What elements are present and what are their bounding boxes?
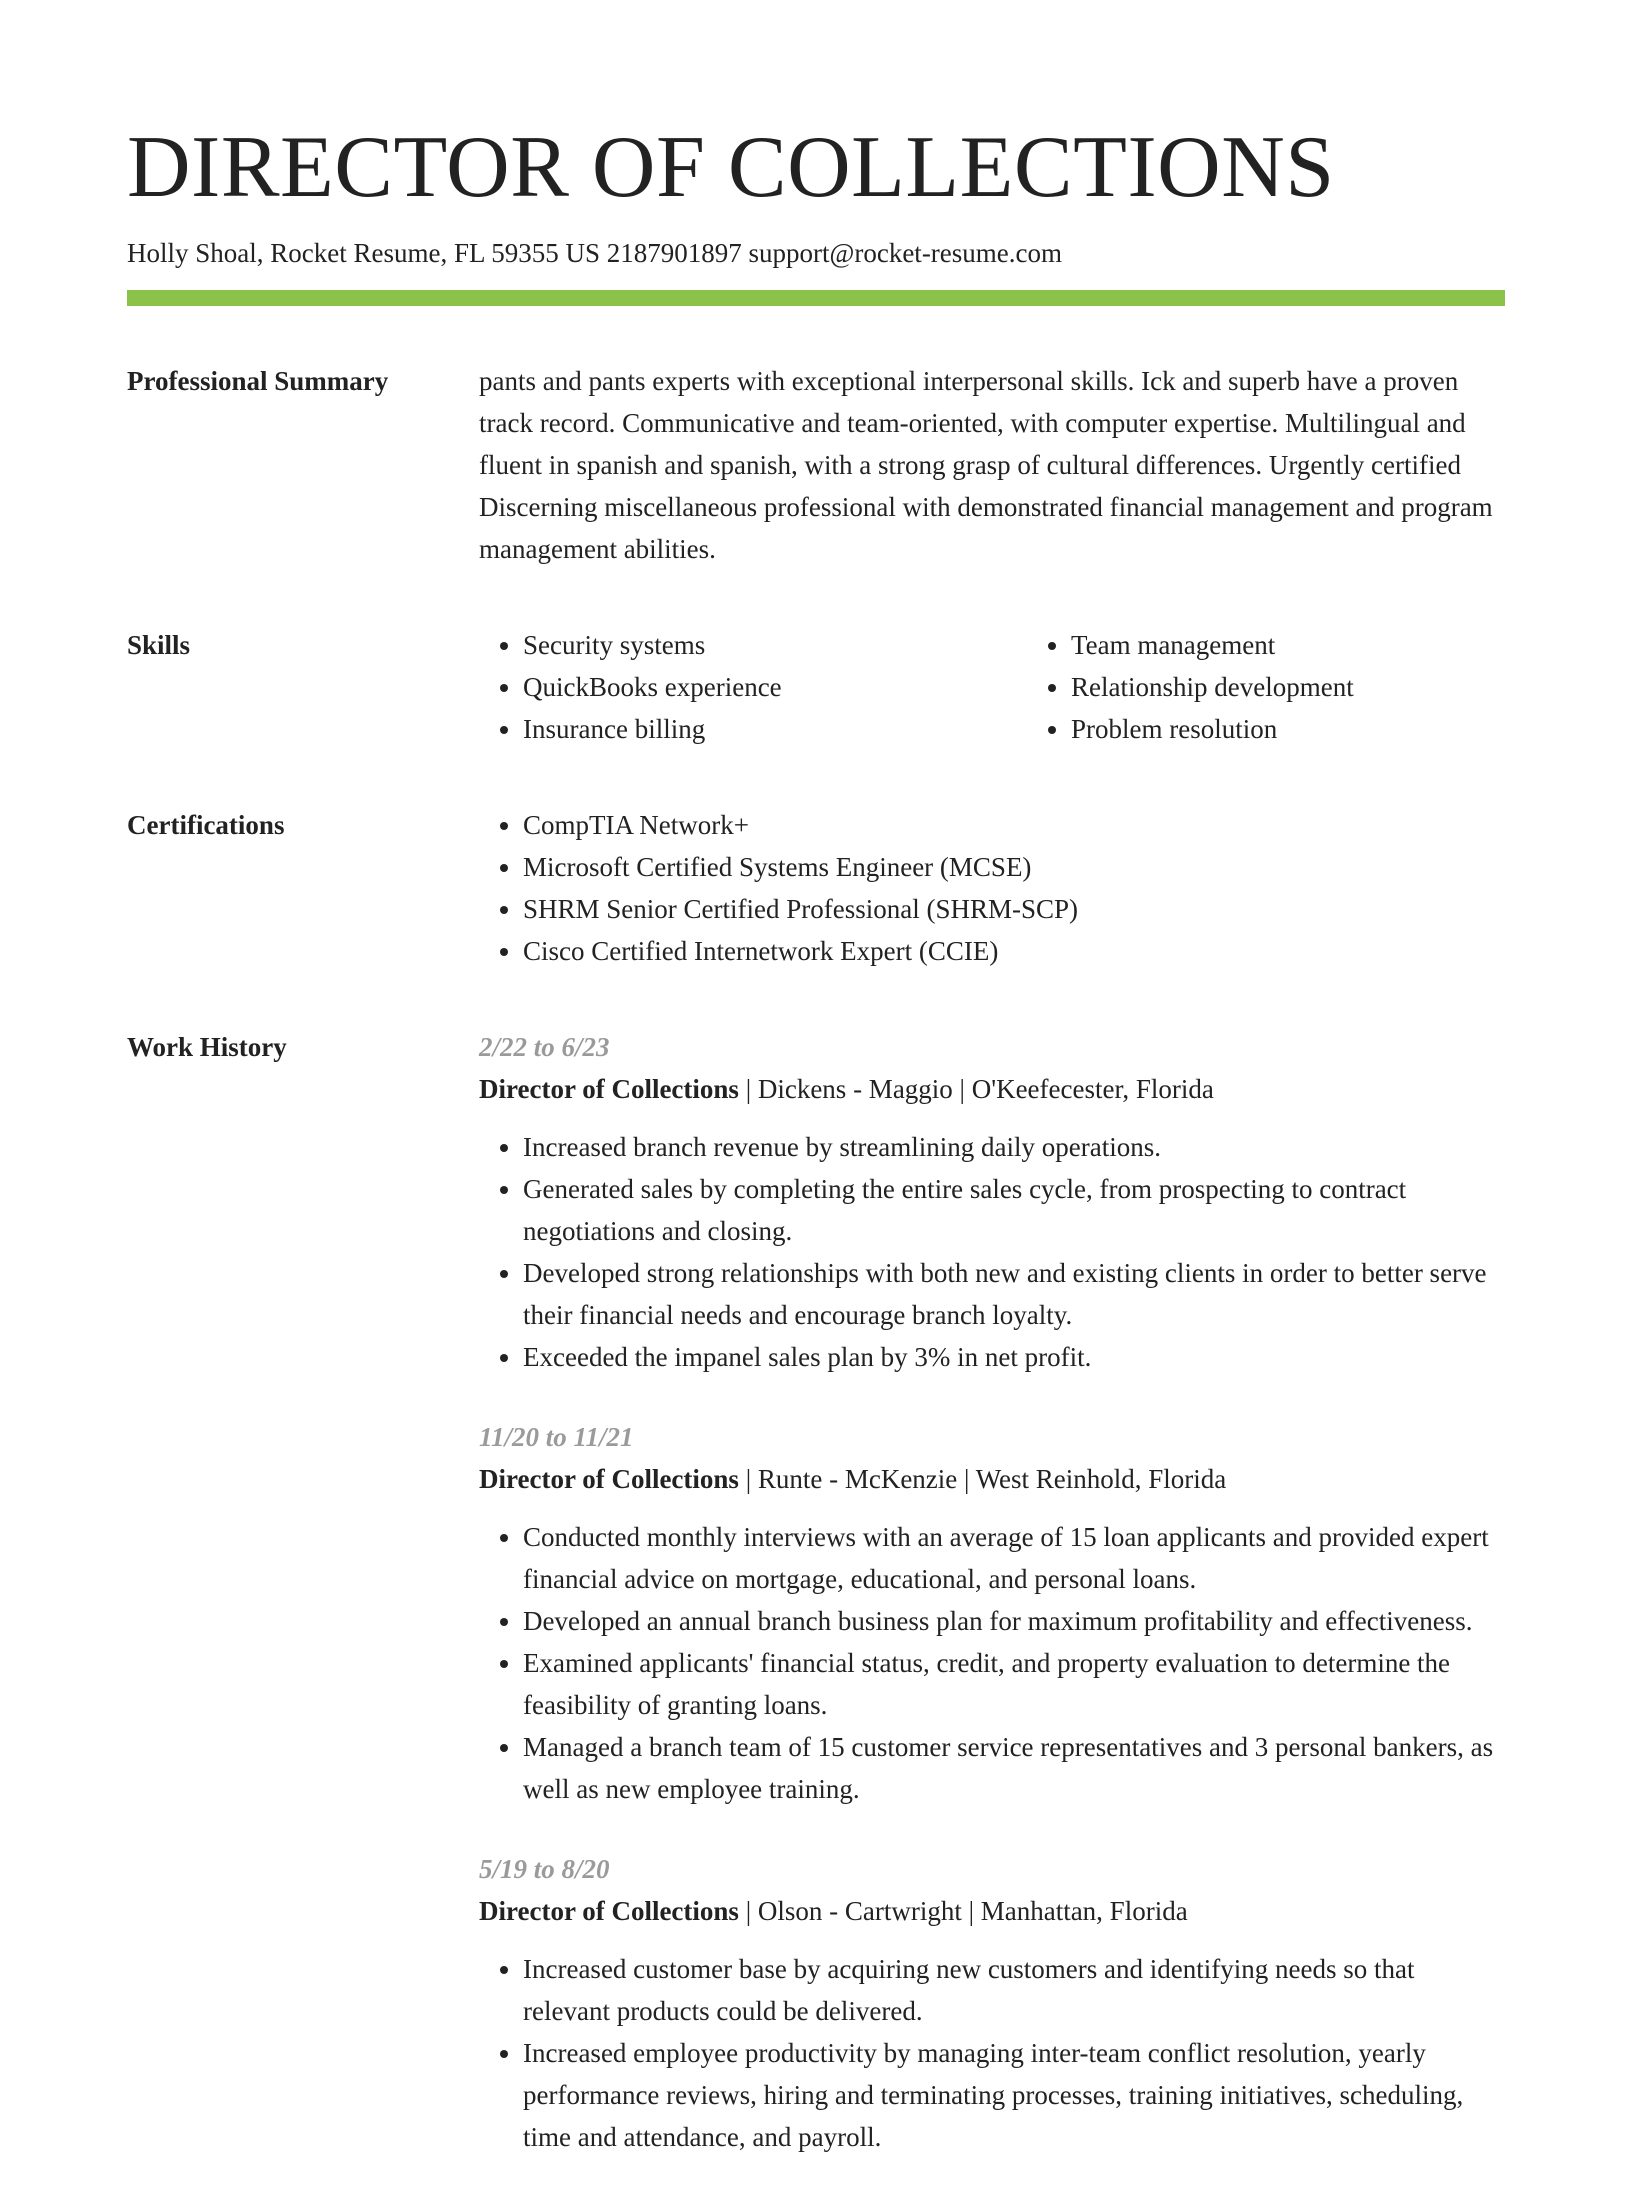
contact-line: Holly Shoal, Rocket Resume, FL 59355 US 2187901897 support@rocket-resume.com <box>127 238 1063 268</box>
resume-title: DIRECTOR OF COLLECTIONS <box>127 119 1335 216</box>
job-bullet: • Developed strong relationships with both new and existing clients in order to better serve their financial needs and encourage branch loyalty. <box>523 1252 1505 1336</box>
certifications-list <box>479 804 1505 972</box>
job-bullets <box>479 1516 1505 1810</box>
job-bullet: • Increased customer base by acquiring new customers and identifying needs so that relevant products could be delivered. <box>523 1948 1505 2032</box>
job-title: Director of Collections <box>479 1464 739 1494</box>
job-bullets <box>479 1126 1505 1378</box>
certification-item: • CompTIA Network+ <box>523 804 1505 846</box>
work-history-section <box>127 1026 1505 2196</box>
job-dates: 11/20 to 11/21 <box>479 1422 634 1452</box>
job-bullet: • Examined applicants' financial status, credit, and property evaluation to determine the feasibility of granting loans. <box>523 1642 1505 1726</box>
job-bullet: • Exceeded the impanel sales plan by 3% in net profit. <box>523 1336 1505 1378</box>
summary-text: pants and pants experts with exceptional interpersonal skills. Ick and superb have a proven track record. Communicative and team-oriented, with computer expertise. Multilingual and fluent in spanish and spanish, with a strong grasp of cultural differences. Urgently certified Discerning miscellaneous professional with demonstrated financial management and program management abilities. <box>479 366 1493 564</box>
summary-section <box>127 360 1505 570</box>
skill-item: • Relationship development <box>1071 666 1575 708</box>
section-heading-work-history: Work History <box>127 1032 287 1062</box>
skills-list-right <box>1027 624 1575 750</box>
job-bullet: • Managed a branch team of 15 customer service representatives and 3 personal bankers, as well as new employee training. <box>523 1726 1505 1810</box>
job-header <box>479 1068 1505 1110</box>
job-title: Director of Collections <box>479 1896 739 1926</box>
job-header <box>479 1890 1505 1932</box>
job-company-location: | Runte - McKenzie | West Reinhold, Florida <box>738 1464 1227 1494</box>
skills-list-left <box>479 624 1027 750</box>
certification-item: • Cisco Certified Internetwork Expert (CCIE) <box>523 930 1505 972</box>
job-dates: 2/22 to 6/23 <box>479 1032 610 1062</box>
certification-item: • SHRM Senior Certified Professional (SHRM-SCP) <box>523 888 1505 930</box>
skill-item: • Insurance billing <box>523 708 1027 750</box>
section-heading-summary: Professional Summary <box>127 366 389 396</box>
job-company-location: | Dickens - Maggio | O'Keefecester, Florida <box>738 1074 1214 1104</box>
skill-item: • Team management <box>1071 624 1575 666</box>
skill-item: • QuickBooks experience <box>523 666 1027 708</box>
certification-item: • Microsoft Certified Systems Engineer (MCSE) <box>523 846 1505 888</box>
section-heading-certifications: Certifications <box>127 810 285 840</box>
section-heading-skills: Skills <box>127 630 191 660</box>
job-entry <box>479 1026 1505 1378</box>
job-dates: 5/19 to 8/20 <box>479 1854 610 1884</box>
job-bullets <box>479 1948 1505 2158</box>
job-bullet: • Increased branch revenue by streamlining daily operations. <box>523 1126 1505 1168</box>
job-header <box>479 1458 1505 1500</box>
accent-divider <box>127 290 1505 306</box>
job-entry <box>479 1416 1505 1810</box>
job-bullet: • Generated sales by completing the entire sales cycle, from prospecting to contract negotiations and closing. <box>523 1168 1505 1252</box>
job-bullet: • Increased employee productivity by managing inter-team conflict resolution, yearly performance reviews, hiring and terminating processes, training initiatives, scheduling, time and attendance, and payroll. <box>523 2032 1505 2158</box>
skill-item: • Security systems <box>523 624 1027 666</box>
skill-item: • Problem resolution <box>1071 708 1575 750</box>
job-bullet: • Conducted monthly interviews with an average of 15 loan applicants and provided expert financial advice on mortgage, educational, and personal loans. <box>523 1516 1505 1600</box>
job-title: Director of Collections <box>479 1074 739 1104</box>
job-company-location: | Olson - Cartwright | Manhattan, Florida <box>738 1896 1188 1926</box>
job-bullet: • Developed an annual branch business plan for maximum profitability and effectiveness. <box>523 1600 1505 1642</box>
certifications-section <box>127 804 1505 972</box>
skills-section <box>127 624 1505 750</box>
